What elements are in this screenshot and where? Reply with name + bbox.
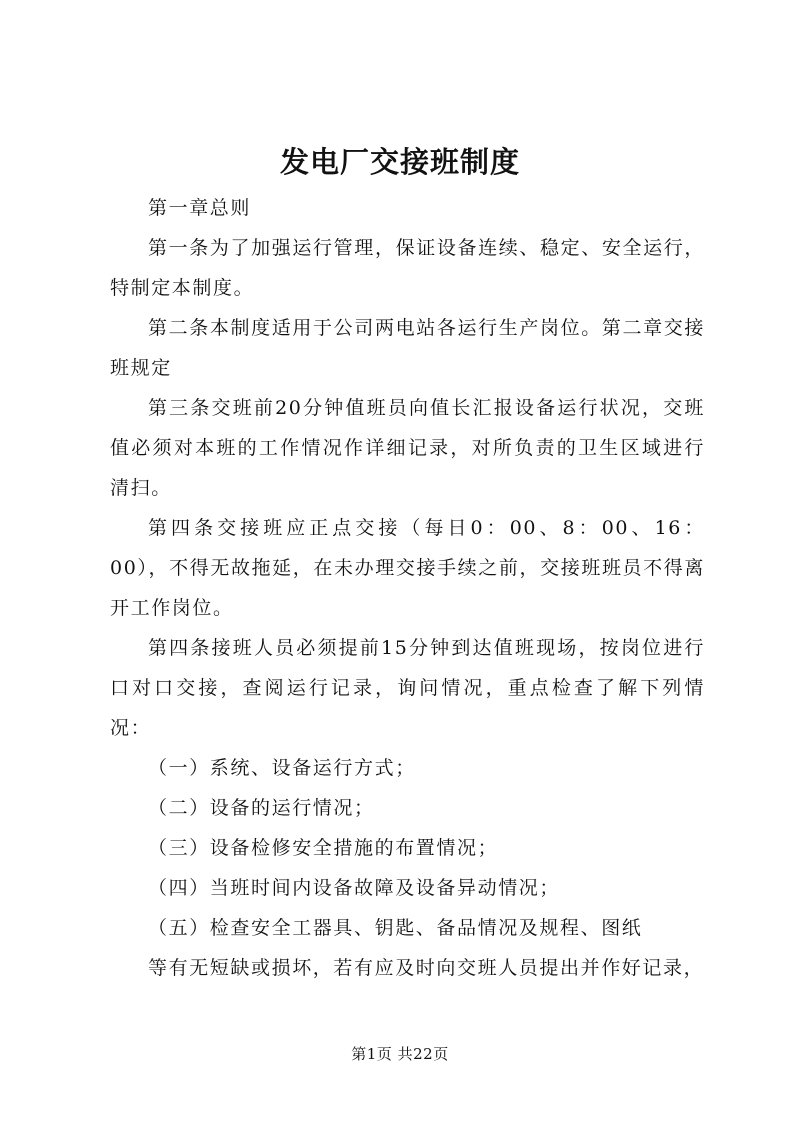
- article-paragraph: 第三条交班前20分钟值班员向值长汇报设备运行状况，交班值必须对本班的工作情况作详细记录，对所负责的卫生区域进行清扫。: [110, 397, 705, 499]
- list-item: （四）当班时间内设备故障及设备异动情况；: [148, 877, 561, 899]
- article-paragraph: 第一条为了加强运行管理，保证设备连续、稳定、安全运行，特制定本制度。: [110, 237, 705, 299]
- document-title: 发电厂交接班制度: [279, 145, 520, 179]
- list-item: （五）检查安全工器具、钥匙、备品情况及规程、图纸: [148, 917, 643, 939]
- article-paragraph: 第四条交接班应正点交接（每日0：00、8：00、16：00），不得无故拖延，在未办理交接手续之前，交接班班员不得离开工作岗位。: [110, 517, 705, 619]
- article-paragraph: 第四条接班人员必须提前15分钟到达值班现场，按岗位进行口对口交接，查阅运行记录，询问情况，重点检查了解下列情况：: [110, 637, 705, 739]
- page-number-footer: 第1页 共22页: [351, 1045, 449, 1063]
- chapter-heading: 第一章总则: [148, 197, 252, 219]
- continuation-paragraph: 等有无短缺或损坏，若有应及时向交班人员提出并作好记录，: [148, 957, 705, 979]
- document-body: [110, 188, 705, 988]
- list-item: （一）系统、设备运行方式；: [148, 757, 416, 779]
- list-item: （三）设备检修安全措施的布置情况；: [148, 837, 499, 859]
- article-paragraph: 第二条本制度适用于公司两电站各运行生产岗位。第二章交接班规定: [110, 317, 705, 379]
- list-item: （二）设备的运行情况；: [148, 797, 375, 819]
